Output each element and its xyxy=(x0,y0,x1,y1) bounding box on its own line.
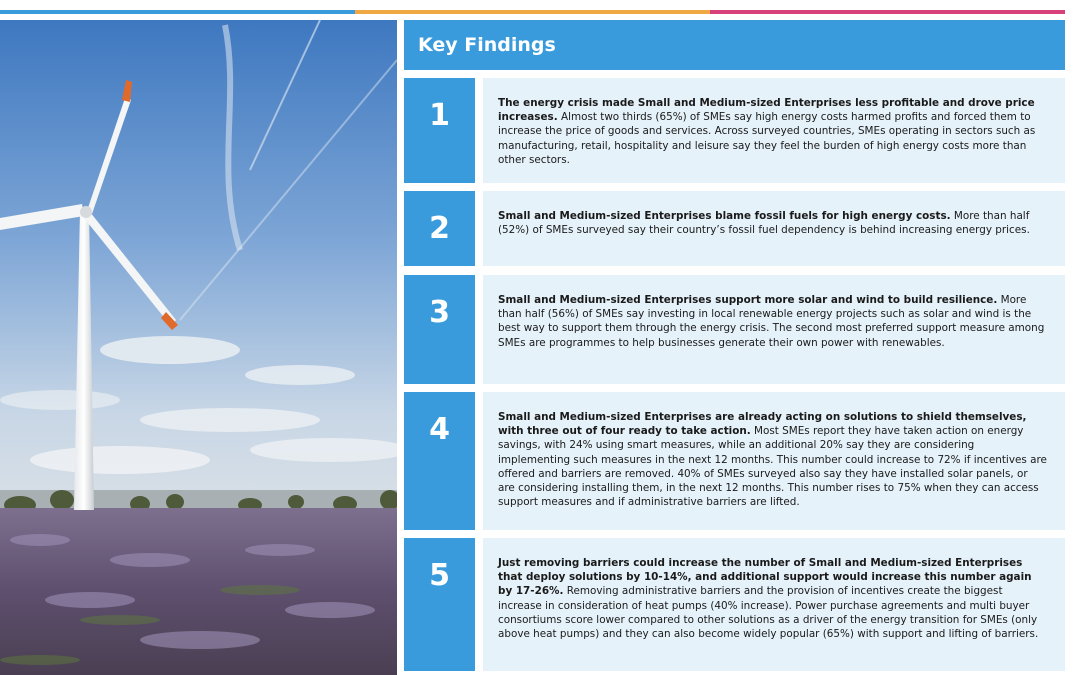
finding-detail: Most SMEs report they have taken action on energy savings, with 24% using smart measures, while an additional 20% say they are considering implementing such measures in the next 12 months. This number could increase to 72% if incentives are offered and barriers are removed. 40% of SMEs surveyed also say they have installed solar panels, or are considering installing them, in the next 12 months. This number rises to 75% when they can access support measures and if administrative barriers are lifted. xyxy=(498,425,1047,509)
finding-lead: Small and Medium-sized Enterprises support more solar and wind to build resilience. xyxy=(498,294,998,306)
top-color-bar xyxy=(0,10,1065,14)
finding-detail: Removing administrative barriers and the provision of incentives create the biggest increase in consideration of heat pumps (40% increase). Power purchase agreements and multi buyer consortiums score lower compared to other solutions as a driver of the energy transition for SMEs (only above heat pumps) and they can also become widely popular (65%) with support and lifting of barriers. xyxy=(498,585,1039,641)
finding-detail: More than half (52%) of SMEs surveyed say their country’s fossil fuel dependency is behind increasing energy prices. xyxy=(498,210,1030,237)
top-bar-orange xyxy=(355,10,710,14)
wind-turbine-field-icon xyxy=(0,20,397,675)
finding-text xyxy=(483,78,1065,183)
finding-text xyxy=(483,538,1065,671)
finding-text xyxy=(483,275,1065,384)
finding-4 xyxy=(404,392,1065,530)
top-bar-pink xyxy=(710,10,1065,14)
finding-number: 1 xyxy=(404,78,475,183)
finding-number: 3 xyxy=(404,275,475,384)
top-bar-blue xyxy=(0,10,355,14)
finding-detail: Almost two thirds (65%) of SMEs say high energy costs harmed profits and forced them to increase the price of goods and services. Across surveyed countries, SMEs operating in sectors such as manufacturing, retail, hospitality and leisure say they feel the burden of high energy costs more than other sectors. xyxy=(498,111,1036,166)
finding-detail: More than half (56%) of SMEs say investing in local renewable energy projects such as solar and wind is the best way to support them through the energy crisis. The second most preferred support measure among SMEs are programmes to help businesses generate their own power with renewables. xyxy=(498,294,1045,349)
finding-1 xyxy=(404,78,1065,183)
finding-5 xyxy=(404,538,1065,671)
finding-text xyxy=(483,191,1065,266)
finding-text xyxy=(483,392,1065,530)
finding-number: 2 xyxy=(404,191,475,266)
finding-lead: The energy crisis made Small and Medium-sized Enterprises less profitable and drove price increases. xyxy=(498,97,1035,124)
finding-2 xyxy=(404,191,1065,266)
finding-lead: Small and Medium-sized Enterprises are already acting on solutions to shield themselves, with three out of four ready to take action. xyxy=(498,411,1027,438)
finding-number: 4 xyxy=(404,392,475,530)
finding-number: 5 xyxy=(404,538,475,671)
key-findings-title: Key Findings xyxy=(404,20,1065,70)
wind-turbine-photo xyxy=(0,20,397,675)
key-findings-panel xyxy=(404,20,1065,70)
finding-3 xyxy=(404,275,1065,384)
finding-lead: Small and Medium-sized Enterprises blame fossil fuels for high energy costs. xyxy=(498,210,951,222)
finding-lead: Just removing barriers could increase the number of Small and Medium-sized Enterprises that deploy solutions by 10-14%, and additional support would increase this number again by 17-26%. xyxy=(498,557,1032,598)
